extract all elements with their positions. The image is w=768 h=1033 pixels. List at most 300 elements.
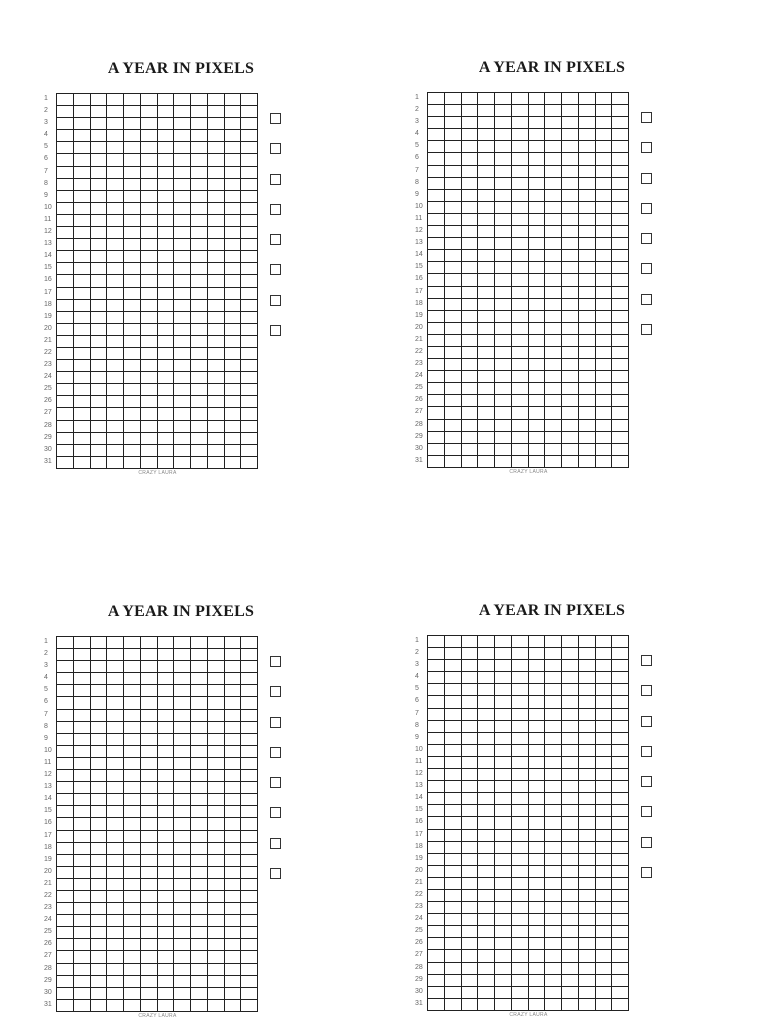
pixel-cell[interactable] bbox=[445, 335, 462, 347]
pixel-cell[interactable] bbox=[241, 673, 258, 685]
pixel-cell[interactable] bbox=[57, 433, 74, 445]
pixel-cell[interactable] bbox=[57, 867, 74, 879]
pixel-cell[interactable] bbox=[57, 312, 74, 324]
pixel-cell[interactable] bbox=[445, 999, 462, 1011]
pixel-cell[interactable] bbox=[225, 227, 242, 239]
pixel-cell[interactable] bbox=[495, 733, 512, 745]
pixel-cell[interactable] bbox=[174, 903, 191, 915]
pixel-cell[interactable] bbox=[124, 976, 141, 988]
pixel-cell[interactable] bbox=[74, 94, 91, 106]
pixel-cell[interactable] bbox=[596, 696, 613, 708]
pixel-cell[interactable] bbox=[478, 769, 495, 781]
pixel-cell[interactable] bbox=[208, 867, 225, 879]
pixel-cell[interactable] bbox=[612, 395, 629, 407]
pixel-cell[interactable] bbox=[529, 842, 546, 854]
pixel-cell[interactable] bbox=[74, 939, 91, 951]
pixel-cell[interactable] bbox=[225, 831, 242, 843]
legend-checkbox[interactable] bbox=[641, 324, 652, 335]
pixel-cell[interactable] bbox=[158, 915, 175, 927]
pixel-cell[interactable] bbox=[107, 855, 124, 867]
pixel-cell[interactable] bbox=[74, 384, 91, 396]
pixel-cell[interactable] bbox=[57, 336, 74, 348]
pixel-cell[interactable] bbox=[478, 141, 495, 153]
pixel-cell[interactable] bbox=[57, 360, 74, 372]
pixel-cell[interactable] bbox=[545, 672, 562, 684]
pixel-cell[interactable] bbox=[596, 733, 613, 745]
pixel-cell[interactable] bbox=[208, 697, 225, 709]
pixel-cell[interactable] bbox=[158, 976, 175, 988]
pixel-cell[interactable] bbox=[596, 153, 613, 165]
pixel-cell[interactable] bbox=[107, 722, 124, 734]
pixel-cell[interactable] bbox=[225, 142, 242, 154]
pixel-cell[interactable] bbox=[445, 660, 462, 672]
pixel-cell[interactable] bbox=[512, 202, 529, 214]
pixel-cell[interactable] bbox=[596, 250, 613, 262]
pixel-cell[interactable] bbox=[241, 770, 258, 782]
pixel-cell[interactable] bbox=[191, 939, 208, 951]
pixel-cell[interactable] bbox=[208, 939, 225, 951]
pixel-cell[interactable] bbox=[512, 432, 529, 444]
pixel-cell[interactable] bbox=[428, 444, 445, 456]
pixel-cell[interactable] bbox=[74, 879, 91, 891]
pixel-cell[interactable] bbox=[107, 300, 124, 312]
pixel-cell[interactable] bbox=[107, 348, 124, 360]
pixel-cell[interactable] bbox=[545, 311, 562, 323]
pixel-cell[interactable] bbox=[107, 288, 124, 300]
pixel-cell[interactable] bbox=[428, 817, 445, 829]
pixel-cell[interactable] bbox=[445, 287, 462, 299]
pixel-cell[interactable] bbox=[208, 372, 225, 384]
pixel-cell[interactable] bbox=[158, 142, 175, 154]
pixel-cell[interactable] bbox=[225, 300, 242, 312]
pixel-cell[interactable] bbox=[529, 733, 546, 745]
pixel-cell[interactable] bbox=[225, 118, 242, 130]
pixel-cell[interactable] bbox=[208, 637, 225, 649]
pixel-cell[interactable] bbox=[512, 166, 529, 178]
pixel-cell[interactable] bbox=[545, 105, 562, 117]
pixel-cell[interactable] bbox=[529, 926, 546, 938]
pixel-cell[interactable] bbox=[612, 696, 629, 708]
pixel-cell[interactable] bbox=[445, 902, 462, 914]
pixel-cell[interactable] bbox=[445, 781, 462, 793]
legend-checkbox[interactable] bbox=[270, 807, 281, 818]
pixel-cell[interactable] bbox=[107, 203, 124, 215]
pixel-cell[interactable] bbox=[241, 142, 258, 154]
pixel-cell[interactable] bbox=[562, 190, 579, 202]
pixel-cell[interactable] bbox=[91, 215, 108, 227]
pixel-cell[interactable] bbox=[191, 649, 208, 661]
pixel-cell[interactable] bbox=[545, 226, 562, 238]
pixel-cell[interactable] bbox=[545, 274, 562, 286]
pixel-cell[interactable] bbox=[545, 347, 562, 359]
pixel-cell[interactable] bbox=[512, 733, 529, 745]
pixel-cell[interactable] bbox=[141, 1000, 158, 1012]
pixel-cell[interactable] bbox=[208, 710, 225, 722]
pixel-cell[interactable] bbox=[478, 335, 495, 347]
pixel-cell[interactable] bbox=[124, 336, 141, 348]
pixel-cell[interactable] bbox=[612, 999, 629, 1011]
pixel-cell[interactable] bbox=[445, 975, 462, 987]
pixel-cell[interactable] bbox=[445, 141, 462, 153]
pixel-cell[interactable] bbox=[225, 396, 242, 408]
pixel-cell[interactable] bbox=[428, 926, 445, 938]
pixel-cell[interactable] bbox=[57, 179, 74, 191]
pixel-cell[interactable] bbox=[612, 323, 629, 335]
pixel-cell[interactable] bbox=[225, 1000, 242, 1012]
pixel-cell[interactable] bbox=[158, 312, 175, 324]
pixel-cell[interactable] bbox=[225, 372, 242, 384]
pixel-cell[interactable] bbox=[445, 914, 462, 926]
pixel-cell[interactable] bbox=[462, 323, 479, 335]
pixel-cell[interactable] bbox=[579, 395, 596, 407]
pixel-cell[interactable] bbox=[545, 914, 562, 926]
pixel-cell[interactable] bbox=[495, 987, 512, 999]
pixel-cell[interactable] bbox=[141, 251, 158, 263]
pixel-cell[interactable] bbox=[191, 673, 208, 685]
pixel-cell[interactable] bbox=[191, 867, 208, 879]
pixel-cell[interactable] bbox=[462, 733, 479, 745]
pixel-cell[interactable] bbox=[579, 938, 596, 950]
pixel-cell[interactable] bbox=[495, 262, 512, 274]
pixel-cell[interactable] bbox=[124, 360, 141, 372]
pixel-cell[interactable] bbox=[74, 215, 91, 227]
pixel-cell[interactable] bbox=[174, 939, 191, 951]
pixel-cell[interactable] bbox=[579, 444, 596, 456]
pixel-cell[interactable] bbox=[174, 433, 191, 445]
pixel-cell[interactable] bbox=[191, 324, 208, 336]
legend-checkbox[interactable] bbox=[641, 233, 652, 244]
pixel-cell[interactable] bbox=[612, 866, 629, 878]
pixel-cell[interactable] bbox=[478, 383, 495, 395]
pixel-cell[interactable] bbox=[562, 648, 579, 660]
pixel-cell[interactable] bbox=[174, 251, 191, 263]
pixel-cell[interactable] bbox=[545, 745, 562, 757]
pixel-cell[interactable] bbox=[428, 842, 445, 854]
pixel-cell[interactable] bbox=[529, 866, 546, 878]
pixel-cell[interactable] bbox=[74, 191, 91, 203]
pixel-cell[interactable] bbox=[208, 855, 225, 867]
pixel-cell[interactable] bbox=[462, 262, 479, 274]
legend-checkbox[interactable] bbox=[270, 747, 281, 758]
pixel-cell[interactable] bbox=[191, 746, 208, 758]
pixel-cell[interactable] bbox=[512, 866, 529, 878]
pixel-cell[interactable] bbox=[562, 672, 579, 684]
pixel-cell[interactable] bbox=[596, 129, 613, 141]
pixel-cell[interactable] bbox=[107, 433, 124, 445]
pixel-cell[interactable] bbox=[545, 696, 562, 708]
pixel-cell[interactable] bbox=[57, 782, 74, 794]
pixel-cell[interactable] bbox=[158, 275, 175, 287]
pixel-cell[interactable] bbox=[428, 335, 445, 347]
pixel-cell[interactable] bbox=[562, 660, 579, 672]
pixel-cell[interactable] bbox=[91, 251, 108, 263]
pixel-cell[interactable] bbox=[91, 384, 108, 396]
pixel-cell[interactable] bbox=[191, 903, 208, 915]
pixel-cell[interactable] bbox=[562, 914, 579, 926]
pixel-cell[interactable] bbox=[445, 793, 462, 805]
pixel-cell[interactable] bbox=[141, 649, 158, 661]
pixel-cell[interactable] bbox=[462, 432, 479, 444]
pixel-cell[interactable] bbox=[428, 129, 445, 141]
pixel-cell[interactable] bbox=[91, 988, 108, 1000]
pixel-cell[interactable] bbox=[545, 963, 562, 975]
pixel-cell[interactable] bbox=[225, 927, 242, 939]
pixel-cell[interactable] bbox=[462, 287, 479, 299]
pixel-cell[interactable] bbox=[208, 324, 225, 336]
pixel-cell[interactable] bbox=[208, 118, 225, 130]
pixel-cell[interactable] bbox=[141, 855, 158, 867]
pixel-cell[interactable] bbox=[191, 891, 208, 903]
pixel-cell[interactable] bbox=[124, 988, 141, 1000]
pixel-cell[interactable] bbox=[191, 372, 208, 384]
pixel-cell[interactable] bbox=[579, 709, 596, 721]
pixel-cell[interactable] bbox=[241, 927, 258, 939]
pixel-cell[interactable] bbox=[529, 347, 546, 359]
pixel-cell[interactable] bbox=[512, 890, 529, 902]
pixel-cell[interactable] bbox=[596, 432, 613, 444]
pixel-cell[interactable] bbox=[529, 311, 546, 323]
pixel-cell[interactable] bbox=[57, 372, 74, 384]
pixel-cell[interactable] bbox=[512, 999, 529, 1011]
pixel-cell[interactable] bbox=[495, 745, 512, 757]
pixel-cell[interactable] bbox=[512, 636, 529, 648]
pixel-cell[interactable] bbox=[579, 262, 596, 274]
pixel-cell[interactable] bbox=[529, 190, 546, 202]
pixel-cell[interactable] bbox=[579, 830, 596, 842]
pixel-cell[interactable] bbox=[225, 421, 242, 433]
pixel-cell[interactable] bbox=[545, 323, 562, 335]
pixel-cell[interactable] bbox=[158, 939, 175, 951]
pixel-cell[interactable] bbox=[428, 987, 445, 999]
pixel-cell[interactable] bbox=[107, 770, 124, 782]
pixel-cell[interactable] bbox=[512, 672, 529, 684]
pixel-cell[interactable] bbox=[462, 769, 479, 781]
pixel-cell[interactable] bbox=[124, 758, 141, 770]
pixel-cell[interactable] bbox=[529, 636, 546, 648]
pixel-cell[interactable] bbox=[545, 190, 562, 202]
legend-checkbox[interactable] bbox=[270, 234, 281, 245]
pixel-cell[interactable] bbox=[191, 433, 208, 445]
pixel-cell[interactable] bbox=[445, 407, 462, 419]
pixel-cell[interactable] bbox=[478, 890, 495, 902]
pixel-cell[interactable] bbox=[478, 672, 495, 684]
pixel-cell[interactable] bbox=[428, 866, 445, 878]
pixel-cell[interactable] bbox=[158, 673, 175, 685]
pixel-cell[interactable] bbox=[512, 769, 529, 781]
pixel-cell[interactable] bbox=[57, 457, 74, 469]
pixel-cell[interactable] bbox=[562, 999, 579, 1011]
pixel-cell[interactable] bbox=[107, 867, 124, 879]
pixel-cell[interactable] bbox=[74, 637, 91, 649]
pixel-cell[interactable] bbox=[478, 709, 495, 721]
pixel-cell[interactable] bbox=[478, 757, 495, 769]
pixel-cell[interactable] bbox=[512, 975, 529, 987]
pixel-cell[interactable] bbox=[241, 939, 258, 951]
pixel-cell[interactable] bbox=[579, 672, 596, 684]
pixel-cell[interactable] bbox=[612, 950, 629, 962]
legend-checkbox[interactable] bbox=[270, 838, 281, 849]
pixel-cell[interactable] bbox=[579, 105, 596, 117]
pixel-cell[interactable] bbox=[596, 347, 613, 359]
pixel-cell[interactable] bbox=[445, 709, 462, 721]
pixel-cell[interactable] bbox=[478, 214, 495, 226]
pixel-cell[interactable] bbox=[596, 769, 613, 781]
pixel-cell[interactable] bbox=[74, 396, 91, 408]
pixel-cell[interactable] bbox=[428, 287, 445, 299]
pixel-cell[interactable] bbox=[158, 843, 175, 855]
pixel-cell[interactable] bbox=[141, 782, 158, 794]
pixel-cell[interactable] bbox=[579, 178, 596, 190]
pixel-cell[interactable] bbox=[191, 336, 208, 348]
pixel-cell[interactable] bbox=[529, 274, 546, 286]
pixel-cell[interactable] bbox=[107, 794, 124, 806]
pixel-cell[interactable] bbox=[208, 408, 225, 420]
pixel-cell[interactable] bbox=[596, 178, 613, 190]
pixel-cell[interactable] bbox=[428, 975, 445, 987]
pixel-cell[interactable] bbox=[462, 444, 479, 456]
pixel-cell[interactable] bbox=[57, 770, 74, 782]
pixel-cell[interactable] bbox=[495, 842, 512, 854]
pixel-cell[interactable] bbox=[107, 445, 124, 457]
pixel-cell[interactable] bbox=[74, 360, 91, 372]
pixel-cell[interactable] bbox=[562, 842, 579, 854]
pixel-cell[interactable] bbox=[107, 758, 124, 770]
pixel-cell[interactable] bbox=[141, 927, 158, 939]
pixel-cell[interactable] bbox=[562, 141, 579, 153]
pixel-cell[interactable] bbox=[612, 769, 629, 781]
pixel-cell[interactable] bbox=[545, 214, 562, 226]
pixel-cell[interactable] bbox=[158, 300, 175, 312]
pixel-cell[interactable] bbox=[124, 421, 141, 433]
pixel-cell[interactable] bbox=[462, 975, 479, 987]
pixel-cell[interactable] bbox=[596, 709, 613, 721]
pixel-cell[interactable] bbox=[124, 939, 141, 951]
pixel-cell[interactable] bbox=[612, 190, 629, 202]
pixel-cell[interactable] bbox=[174, 142, 191, 154]
pixel-cell[interactable] bbox=[158, 710, 175, 722]
pixel-cell[interactable] bbox=[225, 130, 242, 142]
pixel-cell[interactable] bbox=[529, 262, 546, 274]
pixel-cell[interactable] bbox=[462, 456, 479, 468]
pixel-cell[interactable] bbox=[562, 262, 579, 274]
pixel-cell[interactable] bbox=[495, 805, 512, 817]
pixel-cell[interactable] bbox=[612, 648, 629, 660]
pixel-cell[interactable] bbox=[495, 166, 512, 178]
pixel-cell[interactable] bbox=[462, 793, 479, 805]
pixel-cell[interactable] bbox=[225, 758, 242, 770]
pixel-cell[interactable] bbox=[124, 191, 141, 203]
pixel-cell[interactable] bbox=[191, 457, 208, 469]
pixel-cell[interactable] bbox=[545, 178, 562, 190]
pixel-cell[interactable] bbox=[225, 106, 242, 118]
pixel-cell[interactable] bbox=[74, 661, 91, 673]
pixel-cell[interactable] bbox=[191, 782, 208, 794]
pixel-cell[interactable] bbox=[74, 649, 91, 661]
pixel-cell[interactable] bbox=[141, 154, 158, 166]
pixel-cell[interactable] bbox=[91, 263, 108, 275]
pixel-cell[interactable] bbox=[529, 721, 546, 733]
pixel-cell[interactable] bbox=[462, 672, 479, 684]
pixel-cell[interactable] bbox=[562, 117, 579, 129]
pixel-cell[interactable] bbox=[174, 312, 191, 324]
pixel-cell[interactable] bbox=[428, 684, 445, 696]
pixel-cell[interactable] bbox=[478, 684, 495, 696]
pixel-cell[interactable] bbox=[445, 769, 462, 781]
pixel-cell[interactable] bbox=[107, 710, 124, 722]
pixel-cell[interactable] bbox=[107, 191, 124, 203]
pixel-cell[interactable] bbox=[495, 902, 512, 914]
pixel-cell[interactable] bbox=[462, 902, 479, 914]
pixel-cell[interactable] bbox=[174, 118, 191, 130]
pixel-cell[interactable] bbox=[124, 167, 141, 179]
pixel-cell[interactable] bbox=[241, 855, 258, 867]
pixel-cell[interactable] bbox=[529, 432, 546, 444]
pixel-cell[interactable] bbox=[562, 733, 579, 745]
pixel-cell[interactable] bbox=[579, 987, 596, 999]
pixel-cell[interactable] bbox=[124, 867, 141, 879]
pixel-cell[interactable] bbox=[612, 202, 629, 214]
legend-checkbox[interactable] bbox=[641, 112, 652, 123]
pixel-cell[interactable] bbox=[495, 238, 512, 250]
pixel-cell[interactable] bbox=[241, 154, 258, 166]
pixel-cell[interactable] bbox=[612, 166, 629, 178]
pixel-cell[interactable] bbox=[529, 684, 546, 696]
pixel-cell[interactable] bbox=[74, 976, 91, 988]
legend-checkbox[interactable] bbox=[270, 174, 281, 185]
pixel-cell[interactable] bbox=[445, 383, 462, 395]
pixel-cell[interactable] bbox=[225, 710, 242, 722]
pixel-cell[interactable] bbox=[462, 696, 479, 708]
legend-checkbox[interactable] bbox=[641, 837, 652, 848]
pixel-cell[interactable] bbox=[107, 903, 124, 915]
pixel-cell[interactable] bbox=[174, 167, 191, 179]
pixel-cell[interactable] bbox=[579, 999, 596, 1011]
pixel-cell[interactable] bbox=[241, 360, 258, 372]
pixel-cell[interactable] bbox=[428, 166, 445, 178]
pixel-cell[interactable] bbox=[107, 408, 124, 420]
pixel-cell[interactable] bbox=[445, 636, 462, 648]
pixel-cell[interactable] bbox=[174, 300, 191, 312]
pixel-cell[interactable] bbox=[612, 93, 629, 105]
pixel-cell[interactable] bbox=[529, 166, 546, 178]
pixel-cell[interactable] bbox=[91, 275, 108, 287]
pixel-cell[interactable] bbox=[241, 722, 258, 734]
pixel-cell[interactable] bbox=[107, 372, 124, 384]
pixel-cell[interactable] bbox=[208, 251, 225, 263]
pixel-cell[interactable] bbox=[579, 817, 596, 829]
pixel-cell[interactable] bbox=[428, 793, 445, 805]
pixel-cell[interactable] bbox=[74, 203, 91, 215]
pixel-cell[interactable] bbox=[545, 383, 562, 395]
pixel-cell[interactable] bbox=[74, 288, 91, 300]
pixel-cell[interactable] bbox=[545, 117, 562, 129]
legend-checkbox[interactable] bbox=[270, 686, 281, 697]
pixel-cell[interactable] bbox=[57, 988, 74, 1000]
pixel-cell[interactable] bbox=[478, 660, 495, 672]
pixel-cell[interactable] bbox=[158, 746, 175, 758]
pixel-cell[interactable] bbox=[462, 311, 479, 323]
pixel-cell[interactable] bbox=[158, 239, 175, 251]
pixel-cell[interactable] bbox=[462, 757, 479, 769]
pixel-cell[interactable] bbox=[225, 154, 242, 166]
pixel-cell[interactable] bbox=[495, 817, 512, 829]
pixel-cell[interactable] bbox=[579, 238, 596, 250]
pixel-cell[interactable] bbox=[478, 902, 495, 914]
pixel-cell[interactable] bbox=[208, 336, 225, 348]
pixel-cell[interactable] bbox=[612, 432, 629, 444]
pixel-cell[interactable] bbox=[74, 251, 91, 263]
pixel-cell[interactable] bbox=[174, 673, 191, 685]
